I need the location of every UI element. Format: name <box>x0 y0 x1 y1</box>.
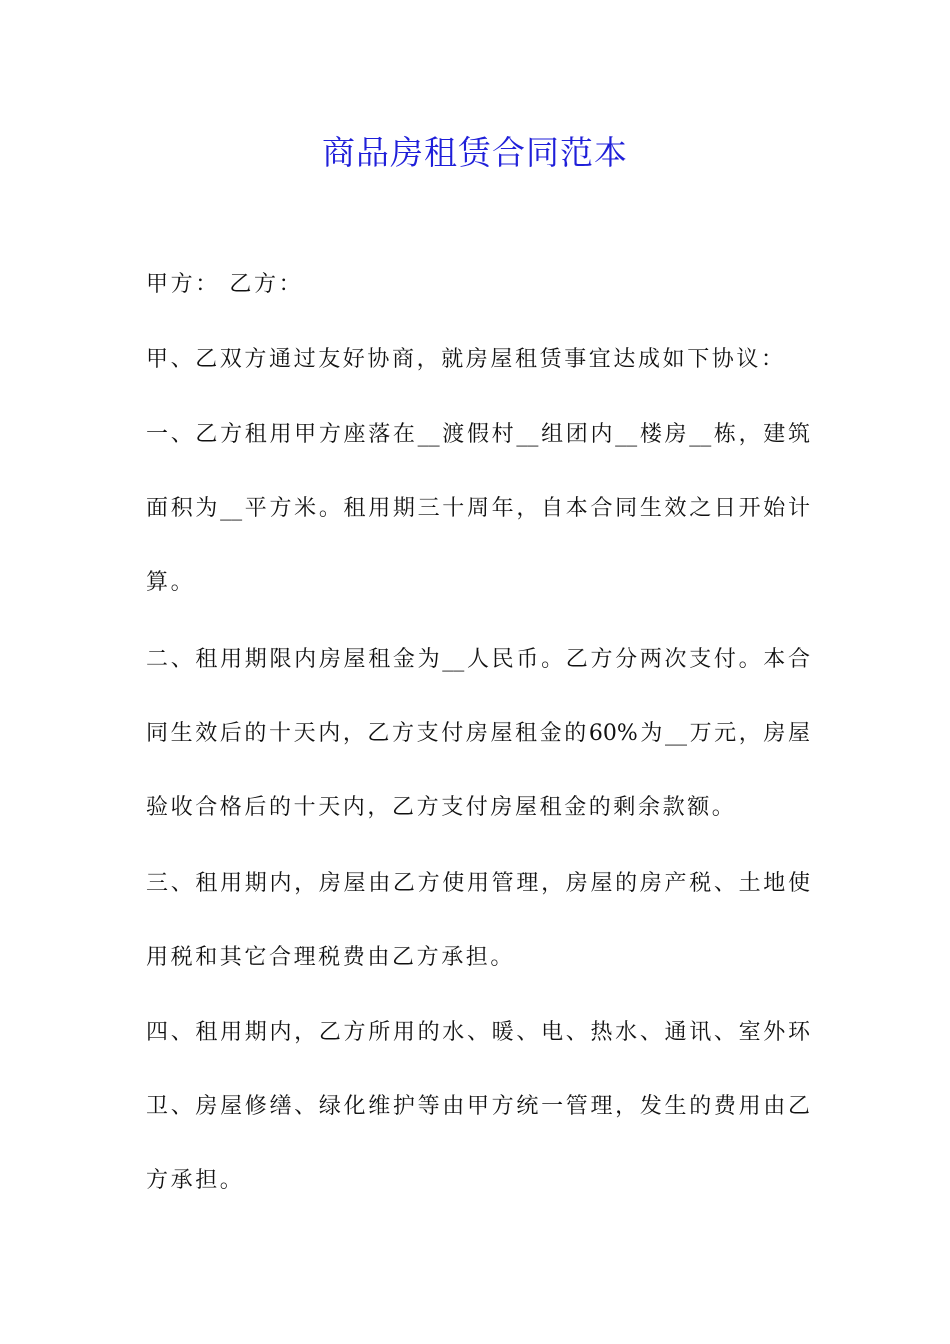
clause-2-line-1: 二、租用期限内房屋租金为__人民币。乙方分两次支付。本合 <box>146 647 810 672</box>
intro-line: 甲、乙双方通过友好协商，就房屋租赁事宜达成如下协议： <box>146 347 786 372</box>
clause-4-line-3: 方承担。 <box>146 1168 245 1193</box>
clause-1-line-2: 面积为__平方米。租用期三十周年，自本合同生效之日开始计 <box>146 496 810 521</box>
document-title: 商品房租赁合同范本 <box>322 133 628 172</box>
clause-2-line-3: 验收合格后的十天内，乙方支付房屋租金的剩余款额。 <box>146 795 737 820</box>
clause-3-line-1: 三、租用期内，房屋由乙方使用管理，房屋的房产税、土地使 <box>146 871 810 896</box>
clause-1-line-1: 一、乙方租用甲方座落在__渡假村__组团内__楼房__栋，建筑 <box>146 422 810 447</box>
clause-4-line-2: 卫、房屋修缮、绿化维护等由甲方统一管理，发生的费用由乙 <box>146 1094 810 1119</box>
clause-4-line-1: 四、租用期内，乙方所用的水、暖、电、热水、通讯、室外环 <box>146 1020 810 1045</box>
clause-1-line-3: 算。 <box>146 570 196 595</box>
party-line: 甲方： 乙方： <box>146 272 304 297</box>
clause-3-line-2: 用税和其它合理税费由乙方承担。 <box>146 945 516 970</box>
clause-2-line-2: 同生效后的十天内，乙方支付房屋租金的60%为__万元，房屋 <box>146 721 810 746</box>
